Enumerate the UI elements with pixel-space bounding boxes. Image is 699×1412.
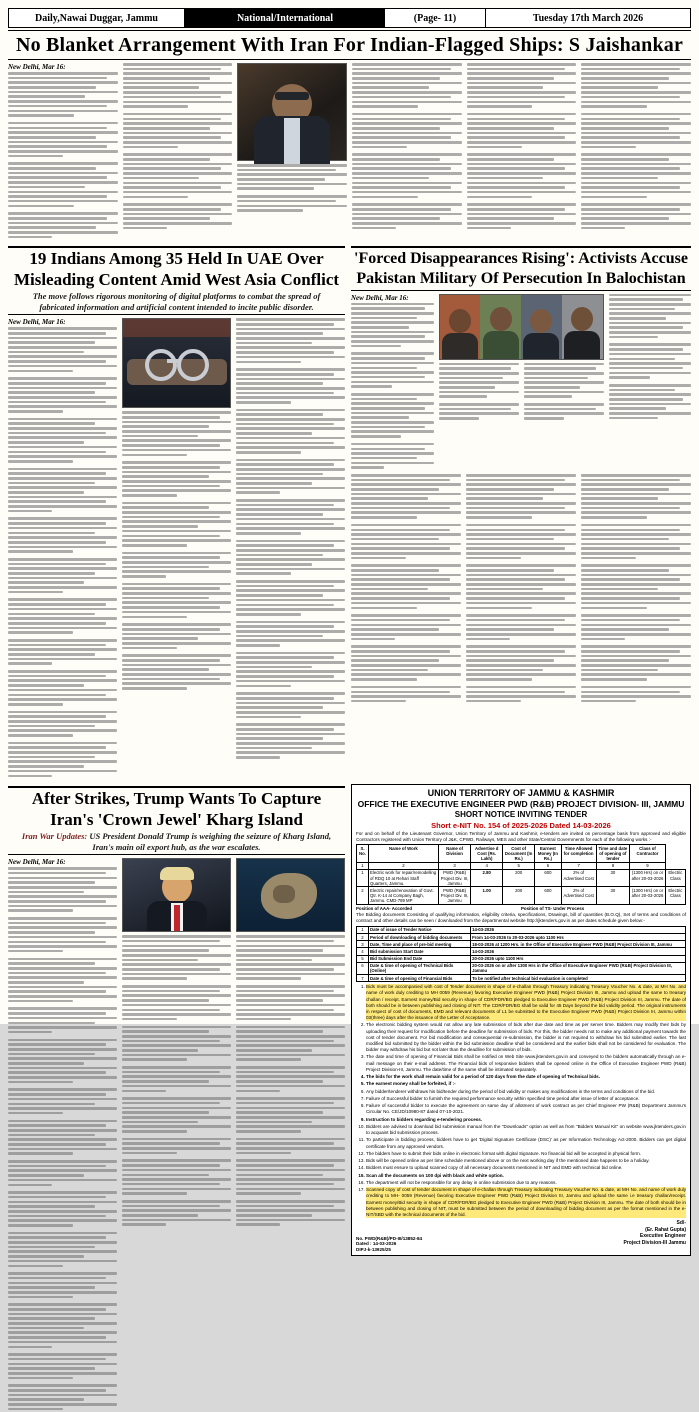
condition-item: 17. Scanned copy of cost of tender document in shape of e-challan through Treasury indicating Treasury Voucher No. & date, at MH No. and name of work duly crediting to MH- 0059 (Revenue) favoring Executive Engineer PWD (R&B) Project Division III, Jammu and upload the same i.e treasury challan/receipt. Earnest money/Bid security in shape of CDR/FDR/BG pledged to Executive Engineer PWD (R&B) Project Division III, Jammu. The date of both should be in between publishing and closing of NIT, must be submitted between the period of downloading of bidding document as per the format mentioned in the e-NIT/SBD with the technical documents of the bid. <box>366 1187 686 1218</box>
condition-item: 16. The department will not be responsible for any delay in online submission due to any reasons. <box>366 1180 686 1186</box>
condition-item: 1. Bids must be accompanied with cost of Tender document in shape of e-challan through Treasury indicating Treasury Voucher No. & date, at MH No. and name of work duly crediting to MH 0059 (Revenue) favoring Executive Engineer PWD (R&B) Project Division III, Jammu and upload the same to treasury challan / receipt. Earnest money/Bid security in shape of CDR/FDR/BG pledged to Executive Engineer PWD (R&B) Project Division III, Jammu. The date of both should be in between publishing and closing of NIT. The CDR/FDR/BG shall be valid for 45 Days beyond the bid validity period. The original instruments in respect of cost of documents, EMD and relevant documents of L1 be submitted to the Executive Engineer PWD (R&B) Project Division III, Jammu within 03(three) days after the issuance of the Letter of Acceptance. <box>366 984 686 1021</box>
story3-col1 <box>351 294 434 471</box>
story3-headline-line1: 'Forced Disappearances Rising': Activists Accuse <box>354 250 688 268</box>
story4-col1 <box>8 858 117 1412</box>
tender-sign-division: Project Division-III Jammu <box>623 1239 686 1246</box>
table-row <box>357 869 686 886</box>
condition-item: 12. The bidders have to submit their bids online in electronic format with digital Signature. No financial bid will be accepted in physical form. <box>366 1151 686 1157</box>
story1-col4 <box>352 63 462 240</box>
condition-item: 14. Bidders must ensure to upload scanned copy of all necessary documents mentioned in NIT and EMD with technical bid online. <box>366 1165 686 1171</box>
row1-emd: 600 <box>535 869 562 886</box>
th-doc: Cost of Document (In Rs.) <box>503 845 535 862</box>
row2-time: 2% of Advertised Cost <box>561 887 596 904</box>
tender-type: SHORT NOTICE INVITING TENDER <box>454 810 588 820</box>
story1-dateline: New Delhi, Mar 16: <box>8 63 66 71</box>
story2-headline-line2: Misleading Content Amid West Asia Conflict <box>13 269 340 289</box>
row2-work: Electric repair/renovation of Govt. Qtr. K-14 at Company Bagh, Jammu. CMD-789 MP <box>369 887 439 904</box>
tender-authority: UNION TERRITORY OF JAMMU & KASHMIR <box>427 788 615 799</box>
tender-table-numrow <box>357 862 686 869</box>
schedule-row <box>357 962 686 974</box>
story4-headline-line2: Iran's 'Crown Jewel' Kharg Island <box>50 809 303 829</box>
row1-doc: 200 <box>503 869 535 886</box>
numcell-3: 3 <box>438 862 470 869</box>
story1-col6 <box>581 63 691 240</box>
story4-headline-line1: After Strikes, Trump Wants To Capture <box>31 789 322 809</box>
masthead <box>8 8 691 28</box>
sch6-no: 6 <box>357 962 369 974</box>
tender-office: OFFICE THE EXECUTIVE ENGINEER PWD (R&B) PROJECT DIVISION- III, JAMMU <box>357 799 685 810</box>
tender-sign-name: (Er. Rahat Gupta) <box>645 1226 686 1233</box>
story4-photo-kharg-island <box>236 858 345 932</box>
masthead-date: Tuesday 17th March 2026 <box>485 9 690 27</box>
sch7-label: Date & time of opening of Financial Bids <box>369 975 471 982</box>
condition-item: 4. The bids for the work shall remain valid for a period of 120 days from the date of opening of Technical bids. <box>366 1074 686 1080</box>
story1-body <box>8 63 691 240</box>
tender-docs-note: The Bidding documents Consisting of qualifying information, eligibility criteria, specifications, Drawings, bill of quantities (B.O.Q), Set of terms and conditions of contract and other details can be seen / downloaded from the departmental website http://jktenders.gov.in as per dates schedule given below:- <box>356 911 686 923</box>
story3-photo-activists <box>439 294 604 360</box>
row2-days: 30 <box>596 887 630 904</box>
condition-item: 8. Failure of successful bidder to execute the agreement on same day of allotment of work contract as per Chief Engineer PW (R&B) Department Jammu's Circular No. CE/JD/10980-87 dated 07-10-2021. <box>366 1103 686 1115</box>
story4-col2 <box>122 858 231 1412</box>
condition-item: 5. The earnest money shall be forfeited, if :- <box>366 1081 686 1087</box>
tender-conditions-list <box>356 984 686 1218</box>
th-work: Name of Work <box>369 845 439 862</box>
numcell-5: 5 <box>503 862 535 869</box>
story2-body <box>8 318 345 779</box>
story4-subhead <box>14 831 339 852</box>
sch3-label: Date, Time and place of pre-bid meeting <box>369 941 471 948</box>
row2-sno: 2 <box>357 887 369 904</box>
tender-sign-designation: Executive Engineer <box>639 1233 686 1240</box>
story1-col2 <box>123 63 233 240</box>
schedule-row <box>357 934 686 941</box>
story4-photo-trump <box>122 858 231 932</box>
story3-body <box>351 294 691 471</box>
schedule-row <box>357 941 686 948</box>
row1-opendate: (1300 Hrs) on or after 20-03-2026 <box>630 869 666 886</box>
row1-work: Electric work for repair/remodelling of RDQ 10 at Rehari Staff Quarters, Jammu. <box>369 869 439 886</box>
sch4-value: 14-03-2026 <box>471 948 686 955</box>
story4-dateline: New Delhi, Mar 16: <box>8 858 66 867</box>
sch2-no: 2 <box>357 934 369 941</box>
sch7-value: To be notified after technical bid evaluation is completed <box>471 975 686 982</box>
th-open: Time and date of opening of tender <box>596 845 630 862</box>
condition-item: 11. To participate in bidding process, bidders have to get 'Digital Signature Certificate (DSC)' as per Information Technology Act-2000. Bidders can get digital certificate from any approved vendors. <box>366 1137 686 1149</box>
row1-cost: 2.80 <box>471 869 503 886</box>
story1-col3 <box>237 63 347 240</box>
tender-notice <box>351 784 691 1412</box>
tender-aaa-position: Position of AAA- Accorded <box>356 905 413 911</box>
condition-item: 6. Any bidder/tenderer withdraws his bid/tender during the period of bid validity or makes any modifications in the terms and conditions of the bid. <box>366 1089 686 1095</box>
numcell-8: 8 <box>596 862 630 869</box>
sch2-value: From 14-03-2026 to 20-03-2026 upto 1100 Hrs <box>471 934 686 941</box>
sch3-value: 18-03-2026 at 1200 Hrs. in the Office of Executive Engineer PWD (R&B) Project Division III, Jammu <box>471 941 686 948</box>
th-cost: Advertise d Cost (Rs. Lakh) <box>471 845 503 862</box>
table-row <box>357 887 686 904</box>
masthead-section: National/International <box>185 9 385 27</box>
th-class: Class of Contractor <box>630 845 666 862</box>
tender-footer-date: Dated : 14-03-2026 <box>356 1241 397 1247</box>
condition-item: 15. Scan all the documents on 100 dpi with black and white option. <box>366 1173 686 1179</box>
story1-col1 <box>8 63 118 240</box>
row2-division: PWD (R&B) Project Div. III, Jammu <box>438 887 470 904</box>
tender-snit-number: Short e-NIT No. 154 of 2025-2026 Dated 14-03-2026 <box>431 821 611 831</box>
numcell-4: 4 <box>471 862 503 869</box>
tender-ts-position: Position of TS- Under Process <box>521 905 585 911</box>
tender-dipk: DIPJ-k-13925/25 <box>356 1247 391 1253</box>
numcell-1: 1 <box>357 862 369 869</box>
story3-photo-col <box>439 294 604 471</box>
schedule-row <box>357 948 686 955</box>
row2-cost: 1.00 <box>471 887 503 904</box>
story1-headline: No Blanket Arrangement With Iran For Indian-Flagged Ships: S Jaishankar <box>15 34 684 56</box>
story2-headline-line1: 19 Indians Among 35 Held In UAE Over <box>29 249 324 269</box>
condition-item: 3. The date and time of opening of Financial Bids shall be notified on Web Site www.jktenders.gov.in and conveyed to the bidders automatically through an e-mail message on their e-mail address. The Financial bids of responsive bidders shall be opened online in the Office of Executive Engineer PWD (R&B) Project Division-III, Jammu. The date/time of the same shall be intimated separately. <box>366 1054 686 1073</box>
story4-subhead-text: US President Donald Trump is weighing the seizure of Kharg Island, Iran's main oil export hub, as the war escalates. <box>89 830 332 852</box>
numcell-6: 6 <box>535 862 562 869</box>
numcell-7: 7 <box>561 862 596 869</box>
sch1-no: 1 <box>357 926 369 933</box>
row1-division: PWD (R&B) Project Div. III, Jammu <box>438 869 470 886</box>
condition-item: 9. Instruction to bidders regarding e-tendering process. <box>366 1117 686 1123</box>
row2-class: Electric Class <box>665 887 685 904</box>
schedule-row <box>357 955 686 962</box>
masthead-publication: Daily,Nawai Duggar, Jammu <box>9 9 185 27</box>
tender-table-header-row <box>357 845 686 862</box>
tender-schedule-table <box>356 926 686 982</box>
story3-dateline: New Delhi, Mar 16: <box>351 293 409 302</box>
tender-footer-number: No. PWD(R&B)/PD-III/13852-84 <box>356 1236 423 1242</box>
story3-headline-line2: Pakistan Military Of Persecution In Balochistan <box>356 269 686 287</box>
sch6-label: Date & time of opening of Technical Bids (Online) <box>369 962 471 974</box>
tender-intro: For and on behalf of the Lieutenant Governor, Union Territory of Jammu and Kashmir, e-tenders are invited on percentage basis from approved and eligible Contractors registered with Union Territory of J&K, CPWD, Railways, MES and other State/Central Governments for each of the following works :- <box>356 831 686 843</box>
sch7-no: 7 <box>357 975 369 982</box>
sch5-value: 20-03-2026 upto 1100 Hrs <box>471 955 686 962</box>
story2-col3 <box>236 318 345 779</box>
numcell-9: 9 <box>630 862 666 869</box>
story2-photo-handcuffs <box>122 318 231 408</box>
sch6-value: 20-03-2026 on or after 1300 Hrs in the Office of Executive Engineer PWD (R&B) Project Division III, Jammu <box>471 962 686 974</box>
story1-col5 <box>467 63 577 240</box>
condition-item: 2. The electronic bidding system would not allow any late submission of bids after due date and time as per server time. Bidders may modify their bids by uploading their request for modification before the deadline for submission of bids. For this, the bidder needs not to make any additional payment towards the cost of tender document. For bid modification and consequential re-submission, the bidder is not required to withdraw his bid submitted earlier. The last modified bid submitted by the bidder within the bid submission deadline shall be considered and the earlier bids shall not be considered for evaluation. The bidder may withdraw his bid but not later than the deadline for submission of bids. <box>366 1022 686 1053</box>
numcell-2: 2 <box>369 862 439 869</box>
th-division: Name of Division <box>438 845 470 862</box>
story2-col2 <box>122 318 231 779</box>
masthead-page-number: (Page- 11) <box>413 12 457 24</box>
sch1-label: Date of issue of Tender Notice <box>369 926 471 933</box>
row1-sno: 1 <box>357 869 369 886</box>
sch5-label: Bid Submission End Date <box>369 955 471 962</box>
story3-col3 <box>609 294 692 471</box>
row2-emd: 600 <box>535 887 562 904</box>
schedule-row <box>357 926 686 933</box>
row1-time: 2% of Advertised Cost <box>561 869 596 886</box>
story4-body <box>8 858 345 1412</box>
story1-photo-jaishankar <box>237 63 347 161</box>
row2-opendate: (1300 Hrs) on or after 20-03-2026 <box>630 887 666 904</box>
sch1-value: 14-03-2026 <box>471 926 686 933</box>
story2-dateline: New Delhi, Mar 16: <box>8 318 66 327</box>
tender-sign-sd: Sd/- <box>676 1220 686 1227</box>
story4-subhead-lead: Iran War Updates: <box>21 830 88 841</box>
condition-item: 13. Bids will be opened online as per time schedule mentioned above or on the next working day if the mentioned date happens to be a holiday. <box>366 1158 686 1164</box>
row2-doc: 200 <box>503 887 535 904</box>
sch3-no: 3 <box>357 941 369 948</box>
row1-days: 30 <box>596 869 630 886</box>
sch4-label: Bid submission Start Date <box>369 948 471 955</box>
sch4-no: 4 <box>357 948 369 955</box>
row1-class: Electric Class <box>665 869 685 886</box>
schedule-row <box>357 975 686 982</box>
story4-col3 <box>236 858 345 1412</box>
condition-item: 10. Bidders are advised to download bid submission manual from the "Downloads" option as well as from "Bidders Manual Kit" on website www.jktenders.gov.in to acquaint bid submission process. <box>366 1124 686 1136</box>
condition-item: 7. Failure of Successful bidder to furnish the required performance security within specified time period after issue of letter of acceptance. <box>366 1096 686 1102</box>
story2-subhead: The move follows rigorous monitoring of digital platforms to combat the spread of fabricated information and artificial content intended to incite public disorder. <box>32 291 321 312</box>
tender-works-table <box>356 844 686 905</box>
sch2-label: Period of downloading of bidding documents <box>369 934 471 941</box>
th-time: Time Allowed for completion <box>561 845 596 862</box>
story2-col1 <box>8 318 117 779</box>
th-sno: S. No. <box>357 845 369 862</box>
th-emd: Earnest Money (In Rs.) <box>535 845 562 862</box>
sch5-no: 5 <box>357 955 369 962</box>
